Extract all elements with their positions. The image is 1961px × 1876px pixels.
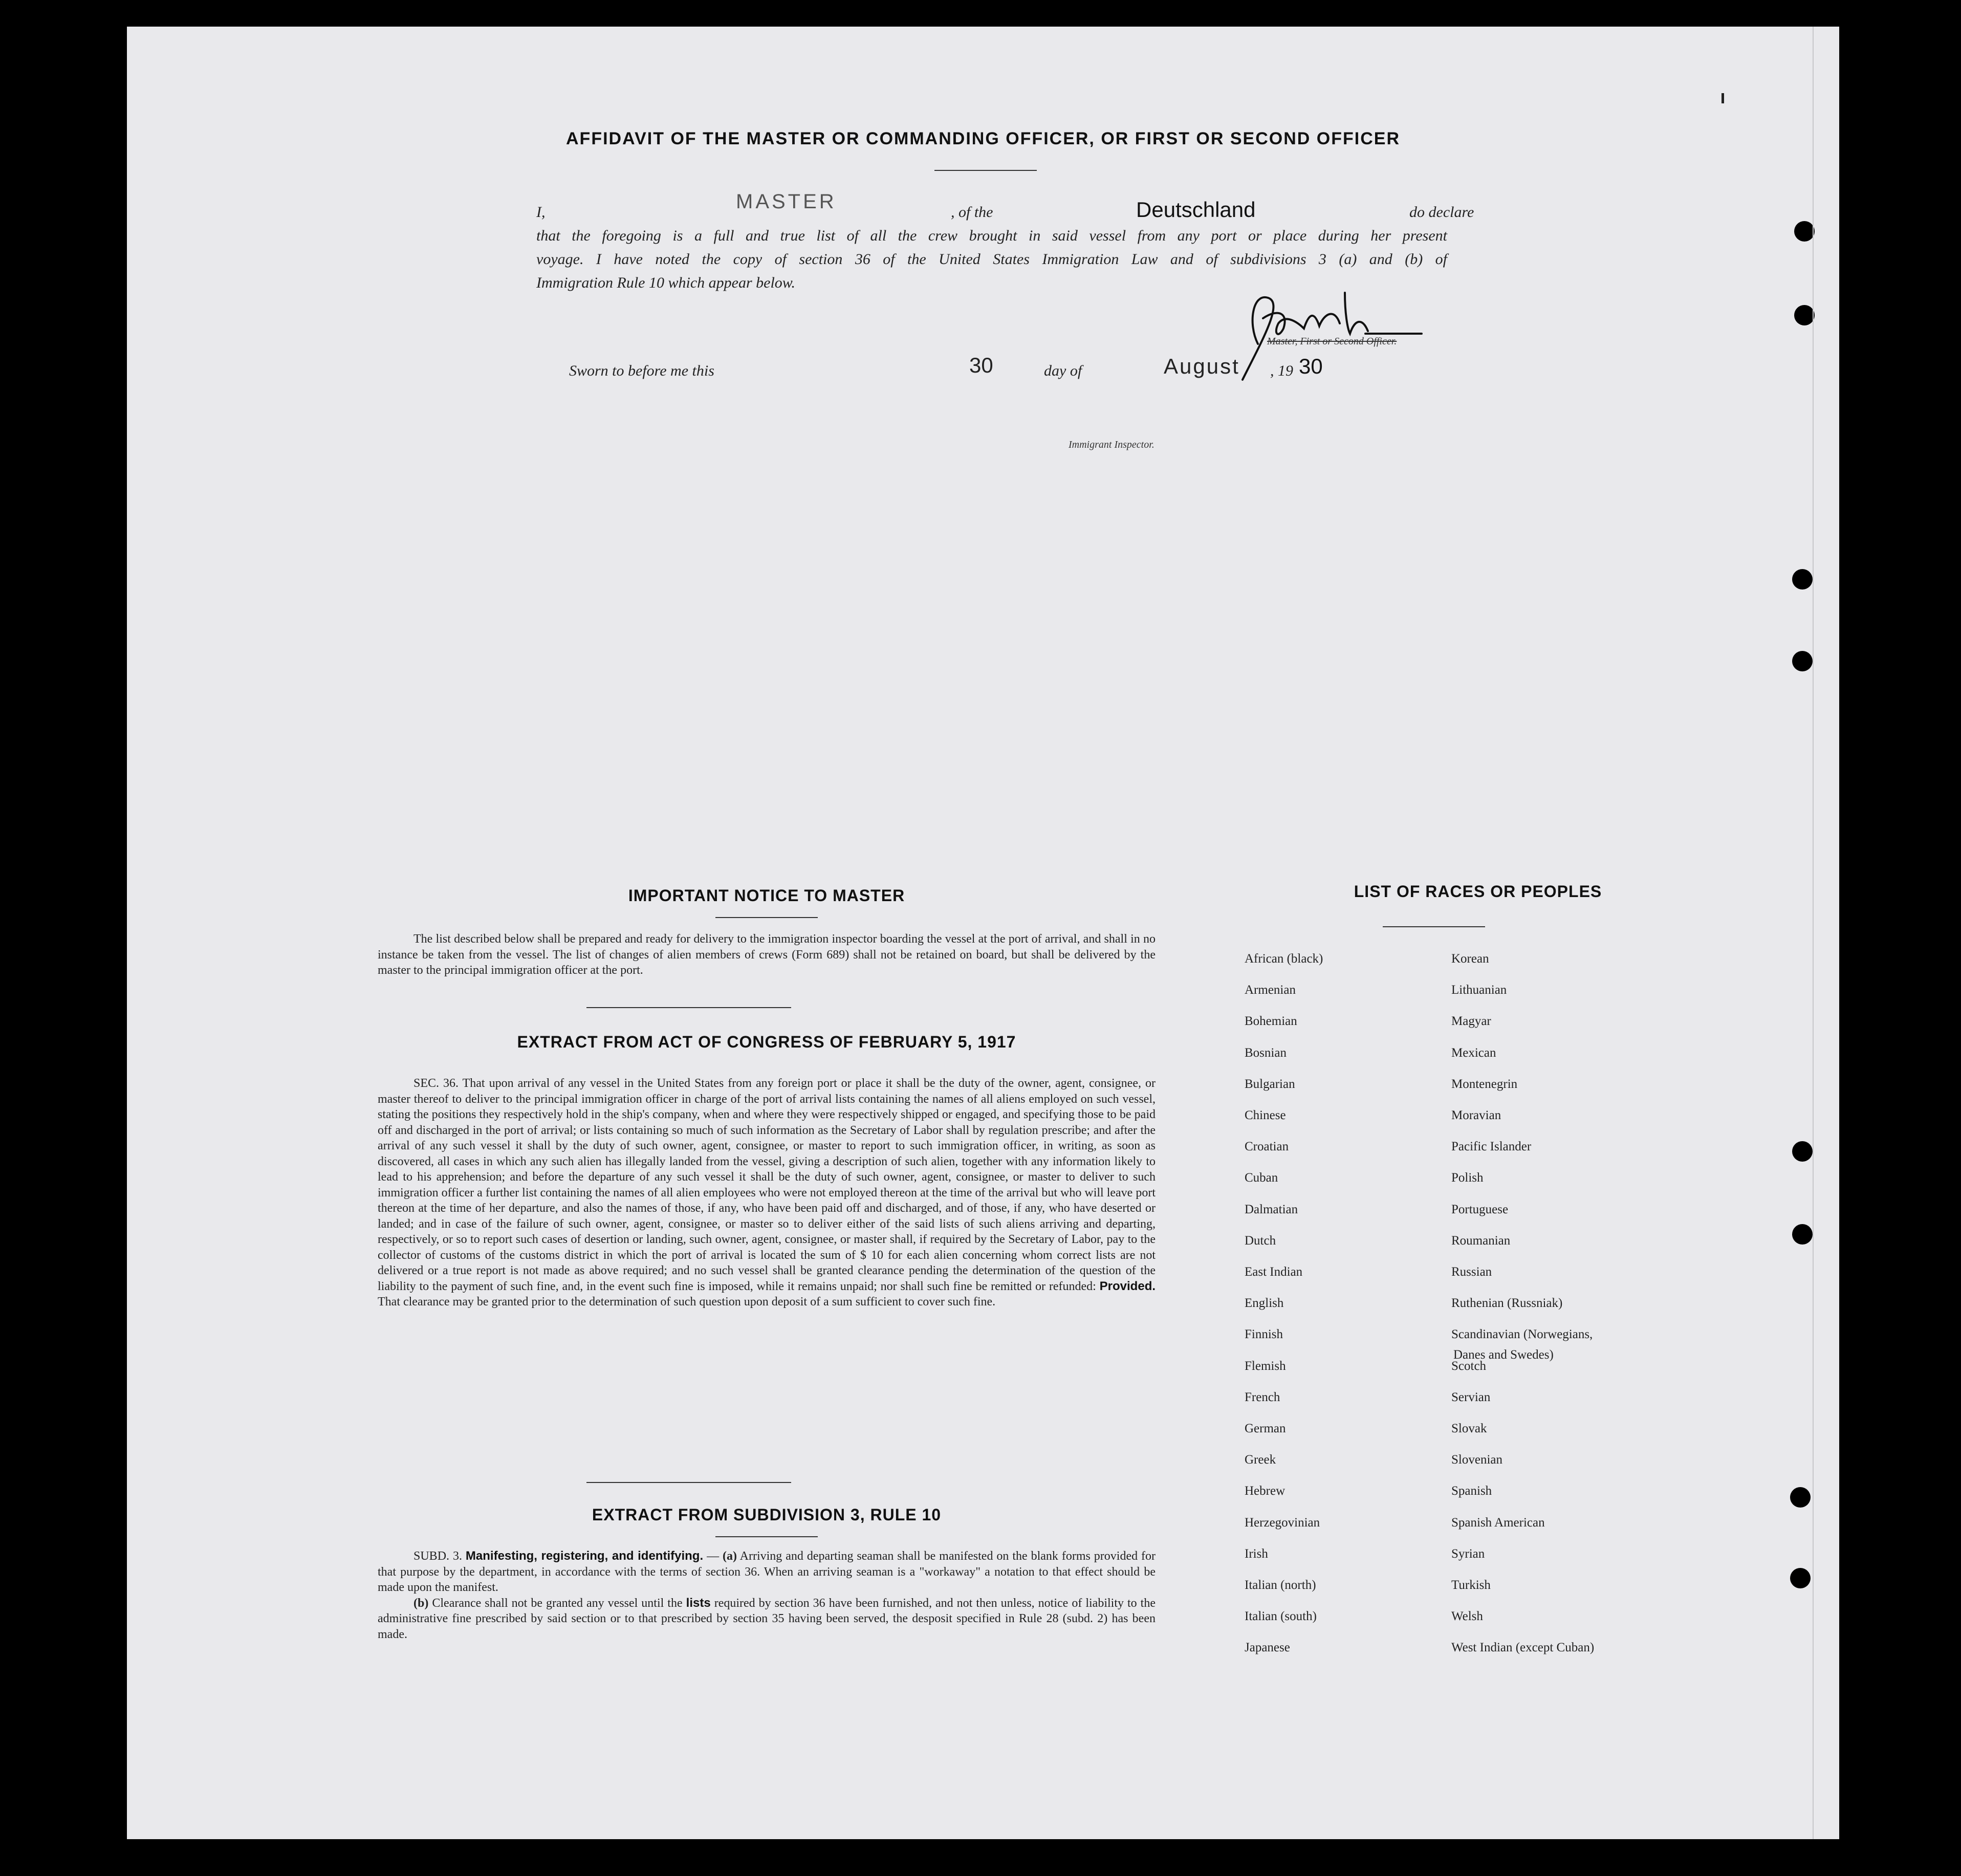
document-page — [127, 27, 1839, 1839]
label-i: I, — [536, 204, 546, 221]
race-item: Slovak — [1451, 1422, 1487, 1435]
race-item: Russian — [1451, 1265, 1492, 1279]
race-item: East Indian — [1245, 1265, 1303, 1279]
label-of-the: , of the — [951, 204, 993, 221]
rule-a-text: Arriving and departing seaman shall be manifested on the blank forms provided for that purpose by the department, in accordance with the terms of section 36. When an arriving seaman is a "workaway" a notation to that effect should be made upon the manifest. — [378, 1550, 1156, 1594]
race-item: Italian (south) — [1245, 1609, 1317, 1624]
race-item: Scandinavian (Norwegians, — [1451, 1327, 1593, 1342]
rule-title: EXTRACT FROM SUBDIVISION 3, RULE 10 — [592, 1506, 942, 1524]
divider — [1383, 926, 1485, 927]
race-item: Turkish — [1451, 1578, 1491, 1592]
race-item: Welsh — [1451, 1609, 1483, 1624]
race-item: West Indian (except Cuban) — [1451, 1641, 1595, 1655]
act-text — [378, 1076, 1156, 1310]
divider — [586, 1482, 791, 1483]
edge-mark — [1722, 93, 1724, 103]
rule-a-label: (a) — [723, 1550, 737, 1563]
race-item: Magyar — [1451, 1014, 1491, 1029]
race-item: Scotch — [1451, 1359, 1487, 1373]
race-item: Chinese — [1245, 1108, 1286, 1122]
affidavit-line-2: that the foregoing is a full and true list of all the crew brought in said vessel from any port or place during her present — [536, 227, 1447, 244]
rule-heading: Manifesting, registering, and identifying. — [465, 1549, 704, 1563]
divider — [934, 170, 1037, 171]
handwritten-signature — [1227, 262, 1442, 395]
filled-vessel: Deutschland — [1136, 198, 1256, 222]
punch-hole — [1790, 1568, 1811, 1588]
punch-hole — [1792, 651, 1813, 671]
filled-rank: MASTER — [736, 190, 837, 213]
year-prefix: , 19 — [1270, 362, 1293, 379]
punch-hole — [1792, 1141, 1813, 1162]
rule-paragraph-b — [378, 1596, 1156, 1643]
inspector-caption: Immigrant Inspector. — [1069, 439, 1154, 450]
race-item: Armenian — [1245, 983, 1296, 997]
race-item: English — [1245, 1296, 1284, 1311]
rule-b-lists: lists — [686, 1596, 711, 1610]
race-item: German — [1245, 1422, 1286, 1435]
punch-hole — [1792, 1224, 1813, 1245]
race-item: African (black) — [1245, 952, 1323, 966]
act-text-start: SEC. 36. That upon arrival of any vessel in the United States from any foreign port or place it shall be the duty of the owner, agent, consignee, or master thereof to deliver to the principal immigration officer in charge of the port of arrival lists containing the names of all aliens employed on such vessel, stating the positions they respectively hold in the ship's company, when and where they were respectively shipped or engaged, and specifying those to be paid off and discharged in the port of arrival; or lists containing so much of such information as the Secretary of Labor shall by regulation prescribe; and after the arrival of any such vessel it shall by the duty of such owner, agent, consignee, or master to report to such immigration officer, in writing, as soon as discovered, all cases in which any such alien has illegally landed from the vessel, giving a description of such alien, together with any information likely to lead to his apprehension; and before the departure of any such vessel it shall be the duty of such owner, agent, consignee, or master to deliver to such immigration officer a further list containing the names of all alien employees who were not employed thereon at the time of the arrival but who will leave port thereon at the time of her departure, and also the names of those, if any, who have been paid off and discharged, and of those, if any, who have deserted or landed; and in case of the failure of such owner, agent, consignee, or master so to deliver either of the said lists of such aliens arriving and departing, respectively, or so to report such cases of desertion or landing, such owner, agent, consignee, or master shall, if required by the Secretary of Labor, pay to the collector of customs of the customs district in which the port of arrival is located the sum of $ 10 for each alien concerning whom correct lists are not delivered or a true report is not made as above required; and no such vessel shall be granted clearance pending the determination of the question of the liability to the payment of such fine, and, in the event such fine is imposed, while it remains unpaid; nor shall such fine be remitted or refunded: — [378, 1077, 1156, 1293]
race-item: Danes and Swedes) — [1453, 1348, 1554, 1362]
race-item: Flemish — [1245, 1359, 1286, 1373]
affidavit-line-3: voyage. I have noted the copy of section 36 of the United States Immigration Law and of subdivisions 3 (a) and (b) of — [536, 251, 1447, 268]
rule-b-label: (b) — [413, 1596, 429, 1610]
rule-text — [378, 1548, 1156, 1642]
punch-hole — [1792, 569, 1813, 590]
divider — [586, 1007, 791, 1008]
race-item: French — [1245, 1390, 1280, 1404]
race-item: Korean — [1451, 952, 1489, 966]
race-item: Moravian — [1451, 1108, 1501, 1122]
race-item: Croatian — [1245, 1140, 1289, 1154]
race-item: Montenegrin — [1451, 1077, 1518, 1091]
act-paragraph — [378, 1076, 1156, 1310]
notice-paragraph: The list described below shall be prepared and ready for delivery to the immigration inspector boarding the vessel at the port of arrival, and shall in no instance be taken from the vessel. The list of changes of alien members of crews (Form 689) shall not be retained on board, but shall be delivered by the master to the principal immigration officer at the port. — [378, 932, 1156, 977]
signature-caption: Master, First or Second Officer. — [1267, 336, 1397, 347]
divider — [715, 1536, 818, 1537]
punch-hole — [1790, 1487, 1811, 1508]
filled-day: 30 — [969, 353, 993, 377]
affidavit-line-4: Immigration Rule 10 which appear below. — [536, 274, 796, 291]
filled-month: August — [1164, 354, 1240, 378]
rule-paragraph-a — [378, 1548, 1156, 1596]
act-text-end: That clearance may be granted prior to the determination of such question upon deposit of a sum sufficient to cover such fine. — [378, 1295, 996, 1308]
race-item: Japanese — [1245, 1641, 1290, 1655]
race-item: Servian — [1451, 1390, 1491, 1404]
race-item: Bosnian — [1245, 1045, 1287, 1060]
race-item: Pacific Islander — [1451, 1140, 1532, 1154]
race-item: Greek — [1245, 1453, 1276, 1467]
race-item: Slovenian — [1451, 1453, 1502, 1467]
act-title: EXTRACT FROM ACT OF CONGRESS OF FEBRUARY 5, 1917 — [517, 1033, 1016, 1051]
rule-dash: — — [707, 1550, 720, 1563]
punch-hole — [1794, 221, 1815, 242]
race-item: Bohemian — [1245, 1014, 1297, 1029]
race-item: Ruthenian (Russniak) — [1451, 1296, 1563, 1311]
act-provided: Provided. — [1099, 1279, 1156, 1293]
notice-text — [378, 931, 1156, 978]
race-item: Syrian — [1451, 1546, 1485, 1561]
race-item: Lithuanian — [1451, 983, 1507, 997]
race-item: Cuban — [1245, 1171, 1278, 1185]
day-of-label: day of — [1044, 362, 1082, 379]
notice-title: IMPORTANT NOTICE TO MASTER — [628, 886, 905, 905]
race-item: Finnish — [1245, 1327, 1283, 1342]
race-item: Hebrew — [1245, 1484, 1285, 1498]
race-item: Polish — [1451, 1171, 1484, 1185]
race-item: Spanish — [1451, 1484, 1492, 1498]
races-title: LIST OF RACES OR PEOPLES — [1354, 882, 1602, 901]
race-item: Mexican — [1451, 1045, 1496, 1060]
page-edge-shadow — [1813, 27, 1814, 1839]
race-item: Dutch — [1245, 1233, 1276, 1248]
race-item: Irish — [1245, 1546, 1268, 1561]
race-item: Portuguese — [1451, 1202, 1509, 1216]
rule-b-text2: required by section 36 have been furnished, and not then unless, notice of liability to the administrative fine prescribed by said section or to that prescribed by section 35 having been served, the desposit specified in Rule 28 (subd. 2) has been made. — [378, 1596, 1156, 1641]
rule-subd: SUBD. 3. — [413, 1550, 462, 1563]
race-item: Bulgarian — [1245, 1077, 1295, 1091]
divider — [715, 917, 818, 918]
label-do-declare: do declare — [1409, 204, 1474, 221]
race-item: Dalmatian — [1245, 1202, 1298, 1216]
rule-b-text1: Clearance shall not be granted any vessel until the — [432, 1596, 683, 1610]
filled-year: 30 — [1299, 354, 1323, 378]
race-item: Herzegovinian — [1245, 1515, 1320, 1530]
race-item: Italian (north) — [1245, 1578, 1316, 1592]
race-item: Roumanian — [1451, 1233, 1511, 1248]
affidavit-title: AFFIDAVIT OF THE MASTER OR COMMANDING OFFICER, OR FIRST OR SECOND OFFICER — [566, 129, 1400, 148]
punch-hole — [1794, 305, 1815, 325]
race-item: Spanish American — [1451, 1515, 1545, 1530]
sworn-label: Sworn to before me this — [569, 362, 714, 379]
